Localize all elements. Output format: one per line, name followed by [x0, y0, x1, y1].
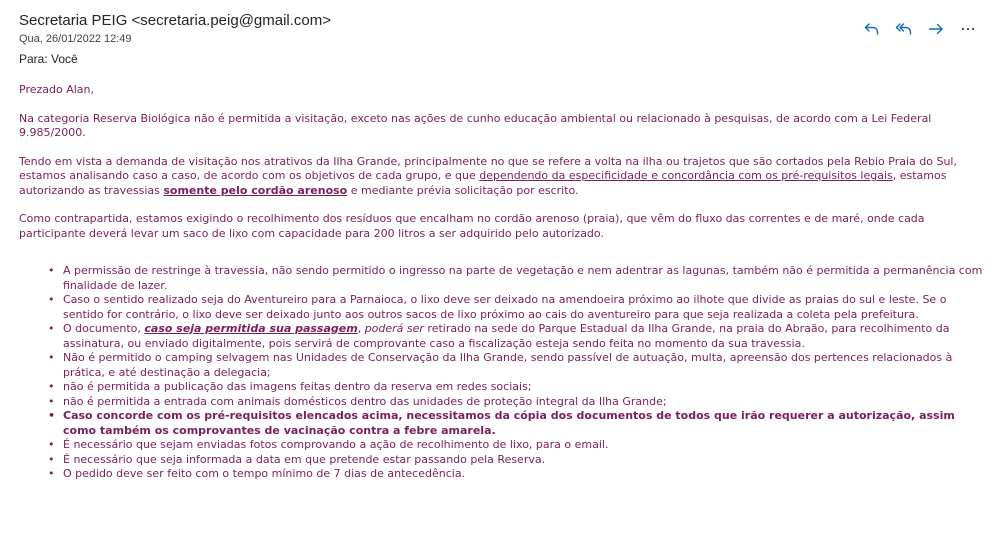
list-item: • É necessário que seja informada a data em que pretende estar passando pela Reserva. [63, 453, 984, 468]
list-item: • O pedido deve ser feito com o tempo mínimo de 7 dias de antecedência. [63, 467, 984, 482]
p2-text-a: Tendo em vista a demanda de visitação nos atrativos da Ilha Grande, principalmente no que se refere a volta na ilha ou trajetos que são cortados pela Rebio Praia do Sul, estamos analisando caso a caso, de acordo com os objetivos de cada grupo, e que [19, 154, 957, 182]
list-item: • O documento, caso seja permitida sua passagem, poderá ser retirado na sede do Parque Estadual da Ilha Grande, na praia do Abraão, para recolhimento da assinatura, ou enviado digitalmente, pois servirá de comprovante caso a fiscalização esteja sendo feita no momento da sua travessia. [63, 322, 984, 351]
message-actions [862, 20, 978, 38]
email-body [19, 83, 984, 482]
recipient-line: Para: Você [19, 52, 78, 66]
reply-icon[interactable] [862, 20, 882, 38]
sender-name[interactable]: Secretaria PEIG <secretaria.peig@gmail.com> [19, 12, 332, 29]
list-item: • Não é permitido o camping selvagem nas Unidades de Conservação da Ilha Grande, sendo passível de autuação, multa, apreensão dos pertences relacionados à prática, e até destinação a delegacia; [63, 351, 984, 380]
sent-date: Qua, 26/01/2022 12:49 [19, 33, 132, 45]
may-be-emphasis: poderá ser [364, 322, 424, 335]
list-item-bold: • Caso concorde com os pré-requisitos elencados acima, necessitamos da cópia dos documentos de todos que irão requerer a autorização, assim como também os comprovantes de vacinação contra a febre amarela. [63, 409, 984, 438]
p2-text-c: , estamos autorizando as travessias [19, 169, 947, 197]
list-item: • não é permitida a entrada com animais domésticos dentro das unidades de proteção integral da Ilha Grande; [63, 395, 984, 410]
requirements-list [19, 264, 984, 482]
email-header [19, 12, 980, 66]
forward-icon[interactable] [926, 20, 946, 38]
list-item: • A permissão de restringe à travessia, não sendo permitido o ingresso na parte de vegetação e nem adentrar as lagunas, também não é permitida a permanência com finalidade de lazer. [63, 264, 984, 293]
paragraph-2 [19, 155, 984, 199]
greeting: Prezado Alan, [19, 83, 95, 96]
more-icon[interactable] [958, 20, 978, 38]
list-item: • não é permitida a publicação das imagens feitas dentro da reserva em redes sociais; [63, 380, 984, 395]
list-item: • Caso o sentido realizado seja do Aventureiro para a Parnaioca, o lixo deve ser deixado na amendoeira próximo ao ilhote que divide as praias do sul e leste. Se o sentido for contrário, o lixo deve ser deixado junto aos outros sacos de lixo próximo ao cais do aventureiro para que seja realizada a coleta pela prefeitura. [63, 293, 984, 322]
p2-underlined-sandbar: somente pelo cordão arenoso [163, 183, 348, 197]
p2-text-e: e mediante prévia solicitação por escrito. [347, 183, 579, 197]
paragraph-3: Como contrapartida, estamos exigindo o recolhimento dos resíduos que encalham no cordão arenoso (praia), que vêm do fluxo das correntes e de maré, onde cada participante deverá levar um saco de lixo com capacidade para 200 litros a ser adquirido pelo autorizado. [19, 212, 925, 240]
reply-all-icon[interactable] [894, 20, 914, 38]
permitted-passage-emphasis: caso seja permitida sua passagem [144, 322, 358, 335]
paragraph-1: Na categoria Reserva Biológica não é permitida a visitação, exceto nas ações de cunho educação ambiental ou relacionado à pesquisas, de acordo com a Lei Federal 9.985/2000. [19, 111, 932, 139]
p2-underlined-requirements: dependendo da especificidade e concordância com os pré-requisitos legais [479, 169, 893, 182]
list-item: • É necessário que sejam enviadas fotos comprovando a ação de recolhimento de lixo, para o email. [63, 438, 984, 453]
